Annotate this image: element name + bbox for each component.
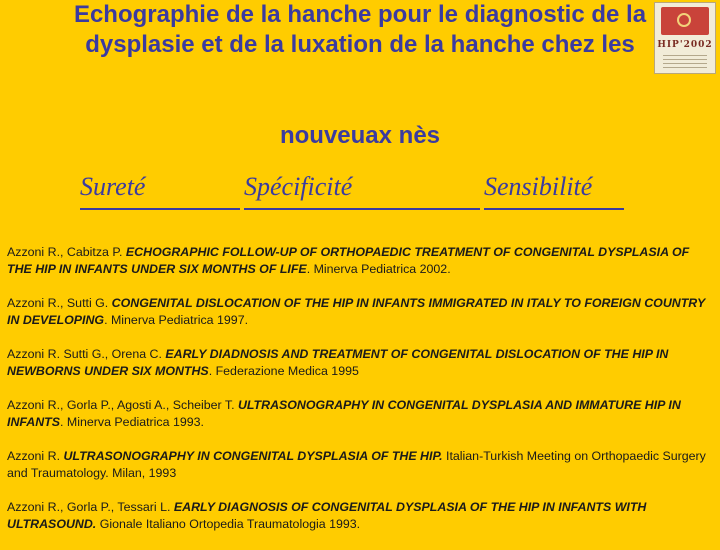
reference-item — [7, 448, 715, 482]
reference-title: ULTRASONOGRAPHY IN CONGENITAL DYSPLASIA OF THE HIP. — [63, 449, 443, 463]
reference-item — [7, 346, 715, 380]
reference-authors: Azzoni R., Gorla P., Agosti A., Scheiber T. — [7, 398, 238, 412]
slide-subtitle: nouveuax nès — [279, 122, 441, 149]
reference-item — [7, 499, 715, 533]
logo-text: HIP'2002 — [657, 40, 713, 50]
reference-authors: Azzoni R. Sutti G., Orena C. — [7, 347, 166, 361]
reference-source: . Minerva Pediatrica 1993. — [60, 415, 204, 429]
conference-logo — [654, 2, 716, 74]
reference-item — [7, 295, 715, 329]
heading-surete: Sureté — [80, 172, 146, 201]
reference-title: CONGENITAL DISLOCATION OF THE HIP IN INFANTS IMMIGRATED IN ITALY TO FOREIGN COUNTRY IN DEVELOPING — [7, 296, 706, 327]
reference-authors: Azzoni R., Sutti G. — [7, 296, 112, 310]
reference-title: ECHOGRAPHIC FOLLOW-UP OF ORTHOPAEDIC TREATMENT OF CONGENITAL DYSPLASIA OF THE HIP IN INFANTS UNDER SIX MONTHS OF LIFE — [7, 245, 690, 276]
reference-item — [7, 244, 715, 278]
reference-source: . Federazione Medica 1995 — [208, 364, 359, 378]
logo-emblem-icon — [661, 7, 709, 35]
heading-underline — [244, 208, 480, 210]
reference-authors: Azzoni R. — [7, 449, 64, 463]
reference-source: . Minerva Pediatrica 1997. — [104, 313, 249, 327]
reference-source: Italian-Turkish Meeting on Orthopaedic Surgery and Traumatology. Milan, 1993 — [7, 449, 706, 480]
heading-sensibilite: Sensibilité — [484, 172, 593, 201]
heading-underline — [484, 208, 624, 210]
reference-item — [7, 397, 715, 431]
logo-fine-print — [663, 55, 707, 69]
reference-title: ULTRASONOGRAPHY IN CONGENITAL DYSPLASIA AND IMMATURE HIP IN INFANTS — [7, 398, 681, 429]
reference-title: EARLY DIAGNOSIS OF CONGENITAL DYSPLASIA OF THE HIP IN INFANTS WITH ULTRASOUND. — [7, 500, 647, 531]
reference-source: . Minerva Pediatrica 2002. — [306, 262, 451, 276]
reference-authors: Azzoni R., Gorla P., Tessari L. — [7, 500, 174, 514]
reference-list — [7, 244, 715, 550]
heading-underline — [80, 208, 240, 210]
reference-authors: Azzoni R., Cabitza P. — [7, 245, 126, 259]
reference-title: EARLY DIADNOSIS AND TREATMENT OF CONGENITAL DISLOCATION OF THE HIP IN NEWBORNS UNDER SIX MONTHS — [7, 347, 669, 378]
slide-title: Echographie de la hanche pour le diagnostic de la dysplasie et de la luxation de la hanche chez les — [73, 1, 647, 58]
criteria-headings — [0, 172, 720, 212]
reference-source: Gionale Italiano Ortopedia Traumatologia 1993. — [96, 517, 361, 531]
heading-specificite: Spécificité — [244, 172, 353, 201]
